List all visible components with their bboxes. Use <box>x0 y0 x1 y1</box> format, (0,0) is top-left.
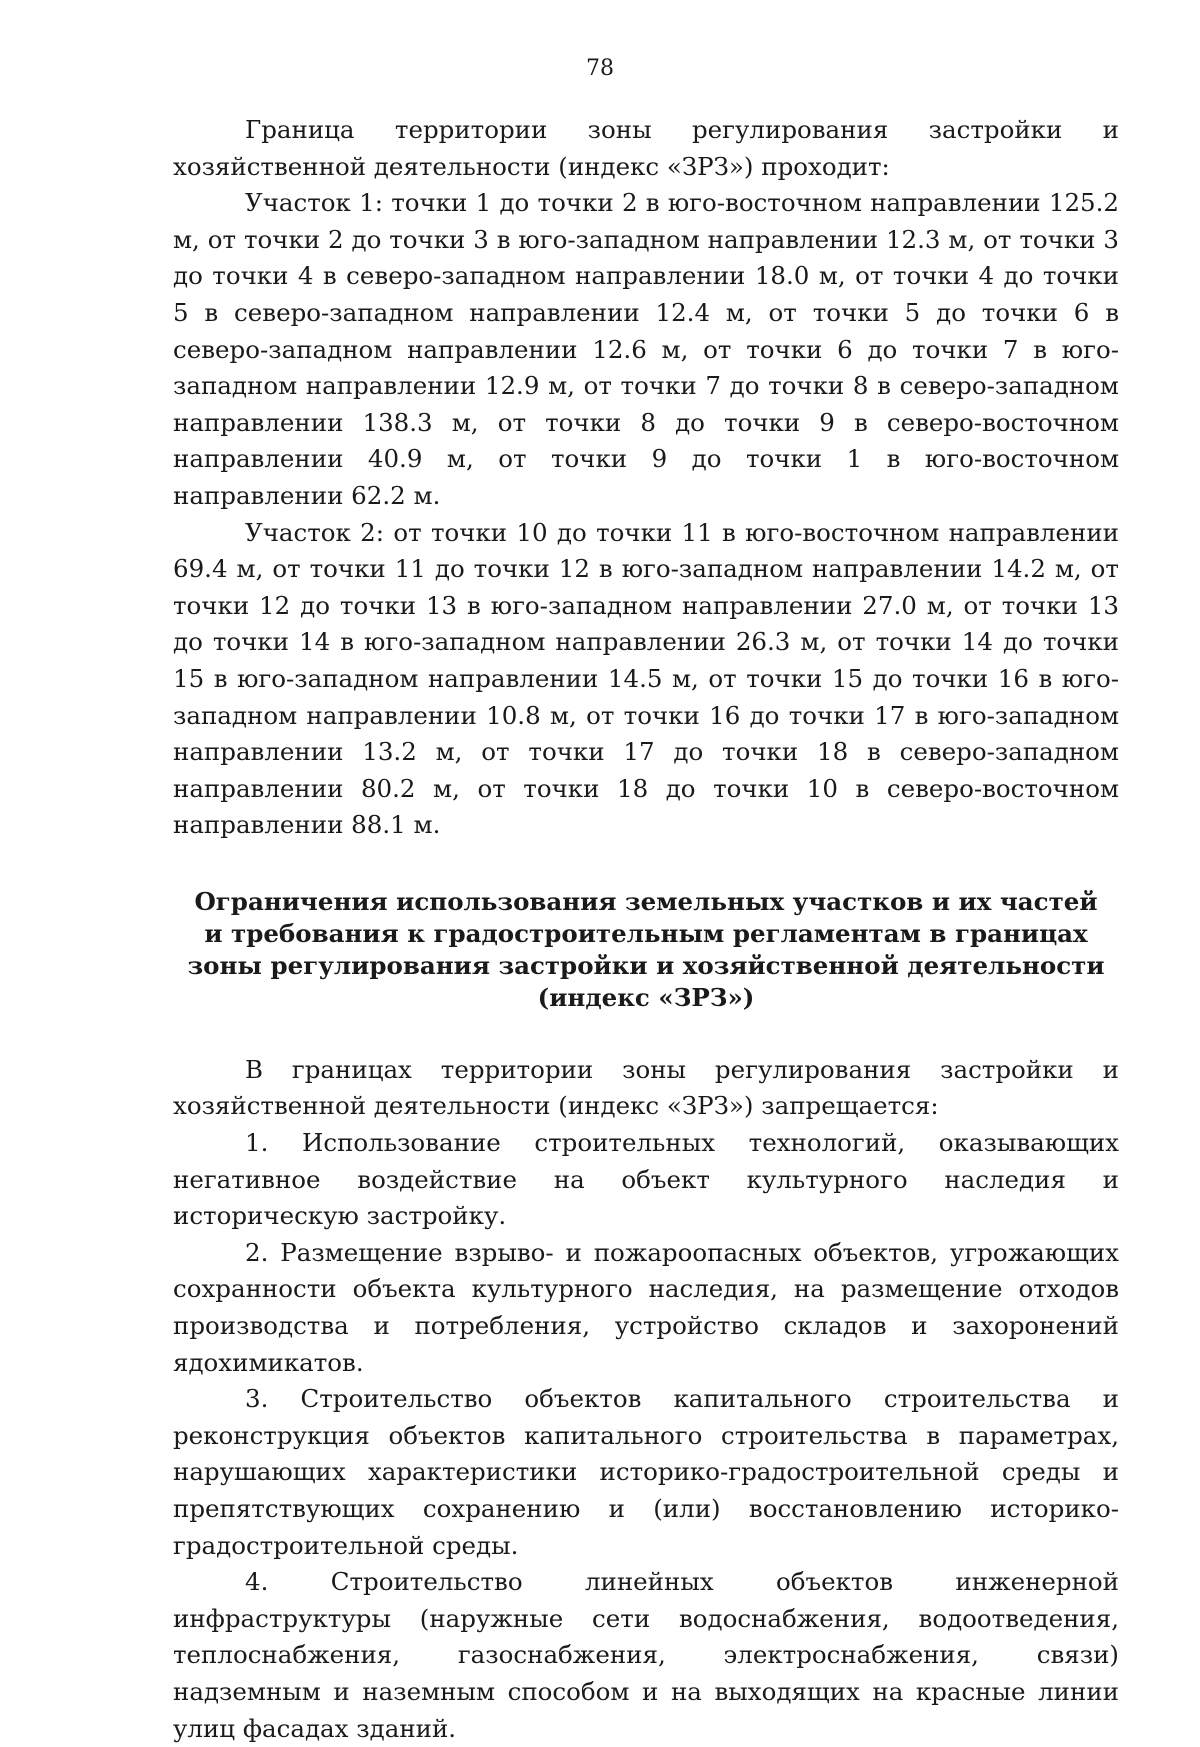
paragraph-section-1: Участок 1: точки 1 до точки 2 в юго-восточном направлении 125.2 м, от точки 2 до точки 3 в юго-западном направлении 12.3 м, от точки 3 до точки 4 в северо-западном направлении 18.0 м, от точки 4 до точки 5 в северо-западном направлении 12.4 м, от точки 5 до точки 6 в северо-западном направлении 12.6 м, от точки 6 до точки 7 в юго-западном направлении 12.9 м, от точки 7 до точки 8 в северо-западном направлении 138.3 м, от точки 8 до точки 9 в северо-восточном направлении 40.9 м, от точки 9 до точки 1 в юго-восточном направлении 62.2 м. <box>173 188 1119 510</box>
list-item-1: 1. Использование строительных технологий, оказывающих негативное воздействие на объект культурного наследия и историческую застройку. <box>173 1128 1119 1231</box>
section-heading <box>173 886 1119 1014</box>
heading-line: Ограничения использования земельных участков и их частей <box>194 886 1098 916</box>
paragraph-prohibitions-intro: В границах территории зоны регулирования застройки и хозяйственной деятельности (индекс «ЗРЗ») запрещается: <box>173 1054 1119 1121</box>
heading-line: (индекс «ЗРЗ») <box>537 982 755 1012</box>
page-number: 78 <box>586 56 614 81</box>
document-body <box>173 112 1119 1747</box>
list-item-3: 3. Строительство объектов капитального строительства и реконструкция объектов капитального строительства в параметрах, нарушающих характеристики историко-градостроительной среды и препятствующих сохранению и (или) восстановлению историко-градостроительной среды. <box>173 1384 1119 1560</box>
heading-line: и требования к градостроительным регламентам в границах <box>204 918 1088 948</box>
list-item-4: 4. Строительство линейных объектов инженерной инфраструктуры (наружные сети водоснабжения, водоотведения, теплоснабжения, газоснабжения, электроснабжения, связи) надземным и наземным способом и на выходящих на красные линии улиц фасадах зданий. <box>173 1567 1119 1743</box>
heading-line: зоны регулирования застройки и хозяйственной деятельности <box>187 950 1105 980</box>
paragraph-section-2: Участок 2: от точки 10 до точки 11 в юго-восточном направлении 69.4 м, от точки 11 до точки 12 в юго-западном направлении 14.2 м, от точки 12 до точки 13 в юго-западном направлении 27.0 м, от точки 13 до точки 14 в юго-западном направлении 26.3 м, от точки 14 до точки 15 в юго-западном направлении 14.5 м, от точки 15 до точки 16 в юго-западном направлении 10.8 м, от точки 16 до точки 17 в юго-западном направлении 13.2 м, от точки 17 до точки 18 в северо-западном направлении 80.2 м, от точки 18 до точки 10 в северо-восточном направлении 88.1 м. <box>173 517 1119 840</box>
paragraph-boundary-intro: Граница территории зоны регулирования застройки и хозяйственной деятельности (индекс «ЗРЗ») проходит: <box>173 115 1119 181</box>
list-item-2: 2. Размещение взрыво- и пожароопасных объектов, угрожающих сохранности объекта культурного наследия, на размещение отходов производства и потребления, устройство складов и захоронений ядохимикатов. <box>173 1237 1119 1377</box>
